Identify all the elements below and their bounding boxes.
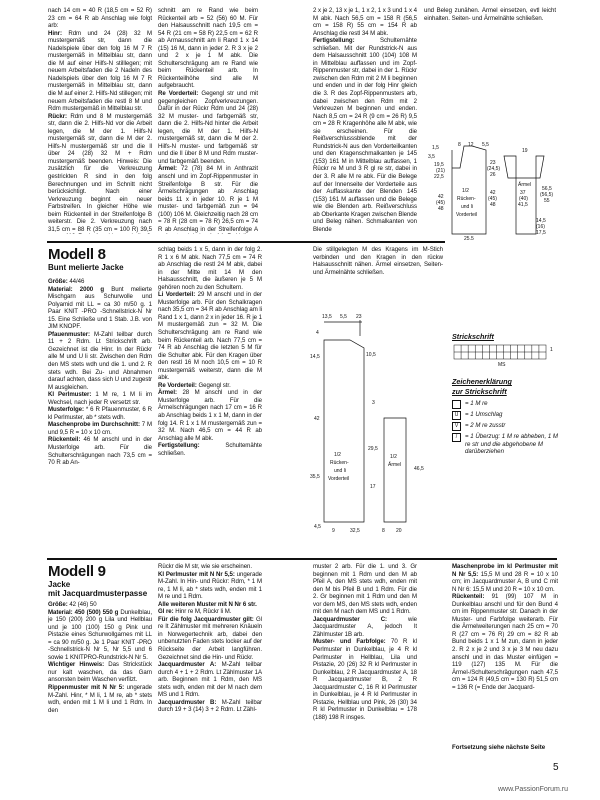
paragraph-text: M-Zahl teilbar durch 19 + 3 (14) 3 + 2 Rdm. Lt Zähl-: [158, 698, 262, 714]
paragraph-lead: Größe:: [48, 601, 68, 608]
modell8-col-1: [48, 278, 152, 552]
paragraph-lead: Re Vorderteil:: [158, 90, 199, 98]
d8-piece1-1: Rücken-: [330, 460, 349, 466]
paragraph: [48, 113, 152, 234]
d8-mid-0: 10,5: [366, 352, 376, 358]
paragraph-text: Dunkelblau, je 150 (200) 200 g Lila und Hellblau und je 100 (100) 150 g Pink und Pistazie eines Schurwollgarnes mit LL = ca 90 m/50 g. Je 1 Paar KNIT -PRO -Schnellstrick-N Nr 5, Nr 5,5 und 6 sowie 1 KNITPRO-Rundstrick-N Nr 5.: [48, 608, 152, 661]
paragraph: [48, 286, 152, 331]
paragraph: [48, 436, 152, 466]
dim-arms-right-1: (40): [519, 196, 528, 202]
footer-url: www.PassionForum.ru: [498, 786, 569, 793]
modell8-col-3: [313, 246, 443, 286]
paragraph-text: nach 14 cm = 40 R (18,5 cm = 52 R) 23 cm = 64 R ab Anschlag wie folgt arb:: [48, 7, 152, 30]
paragraph-lead: Für die folg Jacquardmuster gilt:: [158, 615, 254, 623]
top-schematic-diagram: [424, 138, 560, 240]
d8-top-0: 13,5: [322, 314, 332, 320]
modell8-rule: [47, 241, 445, 243]
dim-sleeve-h-2: 55: [544, 198, 550, 204]
paragraph-text: Rdm und 24 (28) 32 M mustergemäß str, dann die Nadelspiele über den folg 16 M 7 R mustergemäß in Mittelblau str, dann die M auf einer Hilfs-N stilllegen; mit neuem Arbeitsfaden die 2 Nadeln des Nadelspiels über den folg 16 M 7 R mustergemäß in Mittelblau str, dann die M auf einer 2. Hilfs-Nd stillegen; mit neuem Arbeitsfaden die restl 8 M und Rdm mustergemäß in Mittelblau str.: [48, 29, 152, 113]
piece2-line-0: Ärmel: [518, 182, 532, 188]
zeichen-list: [452, 400, 560, 458]
paragraph-lead: Fertigstellung:: [313, 37, 355, 45]
legend-symbol-icon: [452, 400, 461, 409]
paragraph-lead: Hinr:: [48, 29, 62, 37]
d8-left-3: 35,5: [310, 474, 320, 480]
paragraph-lead: Kl Perlmuster:: [48, 391, 92, 399]
modell9-col-4: [452, 563, 558, 711]
modell9-title: Modell 9: [48, 563, 106, 580]
dim-body-0: 42: [438, 194, 444, 200]
legend-item: [452, 433, 560, 456]
paragraph: [48, 7, 152, 30]
top-col-1: [48, 7, 152, 234]
paragraph: [158, 389, 262, 442]
modell9-col-3: [313, 563, 417, 771]
paragraph-lead: Rippenmuster mit N Nr 5:: [48, 684, 125, 692]
dim-body-2: 48: [438, 206, 444, 212]
dim-left-h-3: 22,5: [434, 174, 444, 180]
paragraph-text: 7 M und 9,5 R = 10 x 10 cm.: [48, 421, 152, 436]
legend-text: = 1 Umschlag: [465, 411, 503, 418]
dim-sleeve-w-0: 14,5: [536, 218, 546, 224]
paragraph-text: Gegengl str und mit gegengleichen Zopfverkreuzungen. Dafür in der Rückr Rdm und 24 (28) 32 M muster- und farbgemäß str, dann die 2. Hilfs-Nd hinter die Arbeit legen, die M der 1. Hilfs-N mustergemäß str, dann die M der 2. Hilfs-N muster- und farbgemäß str und die ll über 8 M und Rdm muster- und farbgemäß beenden.: [158, 90, 258, 165]
paragraph-lead: Alle weiteren Muster mit N Nr 6 str.: [158, 600, 257, 608]
top-col-2: [158, 7, 258, 234]
paragraph: [158, 7, 258, 90]
strickschrift-chart: [452, 343, 560, 367]
paragraph: [452, 593, 558, 691]
paragraph-text: 1 M re, 1 M li im Wechsel, nach jeder R versetzt str.: [48, 391, 152, 406]
paragraph: [452, 563, 558, 593]
paragraph-text: schlag beids 1 x 5, dann in der folg 2. R 1 x 6 M abk. Nach 77,5 cm = 74 R ab Anschlag die restl 24 M abk, dabei in der Mitte mit 14 M den Halsausschnitt, die äußeren je 5 M gehören noch zu den Schultern.: [158, 246, 262, 291]
paragraph: [48, 601, 152, 609]
zeichen-title: Zeichenerklärung: [452, 377, 512, 386]
paragraph: [313, 37, 417, 233]
paragraph: [48, 661, 152, 684]
d8-mid-2: 29,5: [368, 446, 378, 452]
strickschrift-ms: MS: [498, 362, 506, 367]
dim-left-h-0: 3,5: [428, 154, 435, 160]
d8-left-2: 42: [314, 416, 320, 422]
dim-midtop-0: 23: [490, 160, 496, 166]
paragraph-lead: Re Vorderteil:: [158, 381, 197, 389]
paragraph-text: Schulternähte schließen. Mit der Rundstrick-N aus dem Halsausschnitt 100 (104) 108 M in Mittelblau auffassen und im Zopf-Rippenmuster str, dabei in der 1. Rückr zwischen den Rdm mit 2 M li beginnen und enden und in der folg Hinr gleich die 3. R des Zopf-Rippenmusters arb, dabei zwischen den Rdm mit 2 Verkreuzen M beginnen und enden. Nach 8,5 cm = 24 R (9 cm = 26 R) 9,5 cm = 28 R Kragenhöhe alle M abk, wie sie erscheinen. Für die Reißverschlusssblende mit der Rundstrick-N aus den Vorderteilkanten und den Kragenschmalkanten je 145 (153) 161 M in Mittelblau auffassen, 1 Rückr re M und 3 R gl re str, dabei in der 3. R alle M re abk. Für die Belege auf der Innenseite der Vorderteile aus der Auffasskante der Blenden 145 (153) 161 M auffassen und die Belege wie die Blenden arb. Reißverschluss ab Oberkante Kragen zwischen Blende und Beleg nähen. Schmalkanten von Blende: [313, 37, 417, 233]
paragraph: [158, 661, 262, 699]
top-col-3: [313, 7, 417, 234]
paragraph-lead: Li Vorderteil:: [158, 291, 196, 299]
paragraph-text: Gl re It Zählmuster mit mehreren Knäueln in Norwegertechnik arb, dabei den unbenutzten Faden stets locker auf der Rückseite der Arbeit langführen. Gezeichnet sind die Hin- und Rückr.: [158, 615, 262, 661]
paragraph-lead: Rückenteil:: [452, 593, 485, 601]
paragraph: [313, 616, 417, 639]
modell9-rule: [47, 558, 557, 560]
legend-item: [452, 400, 560, 409]
paragraph: [48, 278, 152, 286]
paragraph: [158, 291, 262, 382]
paragraph-text: 70 R kl Perlmuster in Dunkelblau, je 4 R kl Perlmuster in Hellblau, Lila und Pistazie, 20 (26) 32 R kl Perlmuster in Dunkelblau, 2 R Jacquardmuster A, 18 R Jacquardmuster B, 2 R Jacquardmuster C, 16 R kl Perlmuster in Dunkelblau, je 4 R kl Perlmuster in Pistazie, Hellblau und Pink, 26 (30) 34 R kl Perlmuster in Dunkelblau = 178 (188) 198 R insges.: [313, 638, 417, 721]
paragraph-lead: Material: 450 (500) 550 g: [48, 608, 119, 616]
d8-top-2: 23: [356, 314, 362, 320]
d8-left-4: 4,5: [314, 524, 321, 530]
paragraph: [48, 421, 152, 436]
dim-body-1: (45): [436, 200, 445, 206]
paragraph-text: und Beleg zunähen. Ärmel einsetzen, evtl leicht einhalten. Seiten- und Ärmelnähte schließen.: [424, 7, 556, 22]
paragraph-text: 15,5 M und 28 R = 10 x 10 cm; im Jacquardmuster A, B und C mit N Nr 6: 15,5 M und 20 R = 10 x 10 cm.: [452, 570, 558, 593]
d8-piece2-0: 1/2: [390, 454, 397, 460]
paragraph-text: Rdm und 8 M mustergemäß str, dann die 2. Hilfs-Nd vor die Arbeit legen, die M der 1. Hilfs-N mustergemäß str, dann die M der 2. Hilfs-N mustergemäß str und die ll über 24 (28) 32 M + Rdm mustergemäß beenden. Hinweis: Die zusätzlich für die Verkreuzung gestrickten R sind in den folg Berechnungen und im Schnitt nicht berücksichtigt. Nach einer Verkreuzung beginnt ein neuer Farbstreifen. In gleicher Höhe wie beim Rückenteil in der Streifenfolge B weiterstr. Die 2. Verkreuzung nach 31,5 cm = 88 R (35 cm = 100 R) 39,5: [48, 112, 152, 233]
paragraph-lead: Jacquardmuster B:: [158, 698, 217, 706]
dim-shoulder: 1,5: [432, 145, 439, 151]
paragraph-lead: Rückr:: [48, 112, 68, 120]
d8-sleeve-bottom-0: 8: [382, 528, 385, 534]
paragraph: [158, 601, 262, 609]
dim-arms-right-0: 37: [520, 190, 526, 196]
paragraph-text: 46 M anschl und in der Musterfolge arb. Für die Schulterschrägungen nach 73,5 cm = 70 R ab An-: [48, 436, 152, 467]
legend-symbol-icon: /: [452, 433, 461, 442]
paragraph-lead: Pfauenmuster:: [48, 330, 91, 338]
modell8-title: Modell 8: [48, 246, 106, 263]
d8-top-1: 5,5: [340, 314, 347, 320]
paragraph-text: 72 (78) 84 M in Anthrazit anschl und im Zopf-Rippenmuster in Streifenfolge B str. Für die Ärmelschrägungen ab Anschlag beids 11 x in jeder 10. R je 1 M muster- und farbgemäß zun = 94 (100) 106 M. Gleichzeitig nach 28 cm = 78 R (28 cm = 78 R) 26,5 cm = 74 R ab Anschlag in der Streifenfolge A: [158, 165, 258, 233]
paragraph: [158, 563, 262, 571]
paragraph-lead: Maschenprobe im kl Perlmuster mit N Nr 5,5:: [452, 563, 558, 578]
modell9-col-2: [158, 563, 262, 771]
paragraph-lead: Maschenprobe im Durchschnitt:: [48, 421, 140, 429]
paragraph: [313, 7, 417, 37]
strickschrift-row-1: 1: [550, 347, 553, 353]
legend-item: [452, 422, 560, 431]
paragraph: [158, 442, 262, 457]
paragraph-text: 42 (46) 50: [67, 601, 97, 608]
paragraph-text: Rückr die M str, wie sie erscheinen.: [158, 563, 253, 570]
dim-arms-left-1: (45): [488, 196, 497, 202]
paragraph-text: ungerade M-Zahl. In Hin- und Rückr: Rdm, * 1 M re, 1 M li, ab * stets wdh, enden mit 1 M re und 1 Rdm.: [158, 570, 262, 601]
d8-mid-3: 17: [370, 484, 376, 490]
d8-piece1-3: Vorderteil: [328, 476, 350, 482]
d8-bottom-0: 9: [332, 528, 335, 534]
dim-arms-left-2: 48: [490, 202, 496, 208]
paragraph-lead: Jacquardmuster A:: [158, 661, 217, 669]
top-col-4: [424, 7, 556, 37]
legend-text: = 2 M re zusstr: [465, 422, 506, 429]
piece1-line-2: und li: [461, 204, 473, 210]
paragraph-text: M-Zahl teilbar durch 4 + 1 + 2 Rdm. Lt Zählmuster 1A arb. Beginnen mit 1 Rdm, den MS stets wdh, enden mit der M nach dem MS und 1 Rdm.: [158, 661, 262, 699]
paragraph-lead: Größe:: [48, 278, 68, 285]
paragraph-text: Gegengl str.: [196, 381, 231, 389]
paragraph: [424, 7, 556, 22]
paragraph-lead: Ärmel:: [158, 165, 178, 173]
paragraph-text: Das Strickstück nur kalt waschen, da das Garn ansonsten beim Waschen verfilzt.: [48, 661, 152, 684]
legend-symbol-icon: V: [452, 422, 461, 431]
paragraph-text: 28 M anschl und in der Musterfolge arb. Für die Ärmelschrägungen nach 17 cm = 16 R ab Anschlag beids 1 x 1 M, dann in der folg 14. R 1 x 1 M mustergemäß zun = 32 M. Nach 46,5 cm = 44 R ab Anschlag alle M abk.: [158, 389, 262, 442]
modell8-subtitle: Bunt melierte Jacke: [48, 263, 124, 272]
paragraph-text: Bunt melierte Mischgarn aus Schurwolle und Polyamid mit LL = ca 30 m/50 g. 1 Paar KNIT -PRO -Schnellstrick-N Nr 15. Eine Schließe und 1 Stab. J.B. von JIM KNOPF.: [48, 285, 152, 331]
paragraph: [313, 563, 417, 616]
paragraph: [158, 90, 258, 165]
paragraph-lead: Fertigstellung:: [158, 442, 200, 450]
paragraph: [158, 246, 262, 291]
d8-piece1-0: 1/2: [334, 452, 341, 458]
page-number: 5: [553, 762, 559, 773]
paragraph-text: Die stillgelegten M des Kragens im M-Stich verbinden und den Kragen in den rückw Halsausschnitt nähen. Ärmel einsetzen, Seiten- und Ärmelnähte schließen.: [313, 246, 443, 276]
d8-piece2-1: Ärmel: [388, 462, 402, 468]
paragraph-text: 29 M anschl und in der Musterfolge arb. Für den Schalkragen nach 35,5 cm = 34 R ab Anschlag am li Rand 1 x 1, dann 2 x in jeder 16. R je 1 M mustergemäß zun = 32 M. Die Schulterschrägung am re Rand wie beim Rückenteil arb. Nach 77,5 cm = 74 R ab Anschlag die letzten 5 M für die Schulter abk. Für den Kragen über den restl 16 M noch 10,5 cm = 10 R mustergemäß weiterstr, dann die M abk.: [158, 291, 262, 382]
paragraph: [158, 616, 262, 661]
paragraph-text: * 6 R Pfauenmuster, 6 R kl Perlmuster, ab * stets wdh.: [48, 406, 152, 421]
paragraph-lead: Rückenteil:: [48, 436, 81, 444]
piece1-line-0: 1/2: [462, 188, 469, 194]
paragraph-lead: Wichtiger Hinweis:: [48, 661, 105, 669]
d8-bottom-1: 32,5: [350, 528, 360, 534]
piece1-line-3: Vorderteil: [456, 212, 478, 218]
paragraph-text: 91 (99) 107 M in Dunkelblau anschl und für den Bund 4 cm im Rippenmuster str. Danach in der Muster- und Farbfolge weiterarb. Für die Ärmelweiterungen nach 25 cm = 70 R (27 cm = 76 R) 29 cm = 82 R ab Bund beids 1 x 1 M zun, dann in jeder 2. R 2 x je 2 und 3 x je 3 M neu dazu anschl und in das Muster einfügen = 119 (127) 135 M. Für die Ärmel-/Schulterschrägungen nach 47,5 cm = 124 R (49,5 cm = 130 R) 51,5 cm = 136 R (= Ende der Jacquard-: [452, 593, 558, 691]
dim-a: 8: [458, 142, 461, 148]
d8-sleeve-bottom-1: 20: [396, 528, 402, 534]
paragraph: [48, 30, 152, 113]
paragraph: [158, 571, 262, 601]
paragraph-text: 2 x je 2, 13 x je 1, 1 x 2, 1 x 3 und 1 x 4 M abk. Nach 56,5 cm = 158 R (56,5 cm = 158 R) 55 cm = 154 R ab Anschlag die restl 34 M abk.: [313, 7, 417, 37]
paragraph: [158, 382, 262, 390]
zeichen-title-2: zur Strickschrift: [452, 387, 507, 396]
modell9-subtitle-1: Jacke: [48, 580, 71, 589]
piece1-line-1: Rücken-: [457, 196, 476, 202]
dim-sleeve-w-2: 17,5: [536, 230, 546, 236]
paragraph-lead: Muster- und Farbfolge:: [313, 638, 386, 646]
paragraph: [158, 165, 258, 234]
dim-sleeve-h-1: (56,5): [540, 192, 554, 198]
d8-left-1: 14,5: [310, 354, 320, 360]
paragraph-text: Hinr re M, Rückr li M.: [173, 608, 232, 616]
paragraph: [313, 638, 417, 721]
d8-mid-1: 3: [372, 400, 375, 406]
modell8-col-2: [158, 246, 262, 552]
dim-d: 19: [522, 148, 528, 154]
paragraph: [48, 391, 152, 406]
legend-symbol-icon: U: [452, 411, 461, 420]
paragraph-text: M-Zahl teilbar durch 11 + 2 Rdm. Lt Strickschrift arb. Gezeichnet ist die Hinr. In der Rückr alle M und U li str. Zwischen den Rdm den MS stets wdh und die 1. und 2. R stets wdh. Bei Zu- und Abnahmen darauf achten, dass sich U und zugestr M ausgleichen.: [48, 330, 152, 391]
dim-sleeve-w-1: (16): [536, 224, 545, 230]
paragraph: [158, 608, 262, 616]
paragraph: [48, 406, 152, 421]
continued-note: Fortsetzung siehe nächste Seite: [452, 744, 546, 751]
paragraph-lead: Gl re:: [158, 608, 174, 616]
paragraph-lead: Ärmel:: [158, 389, 178, 397]
legend-text: = 1 M re: [465, 400, 488, 407]
d8-piece1-2: und li: [334, 468, 346, 474]
dim-left-h-1: 19,5: [434, 162, 444, 168]
paragraph-text: 44/46: [67, 278, 85, 285]
paragraph-text: ungerade M-Zahl. Hinr, * M li, 1 M re, ab * stets wdh, enden mit 1 M li und 1 Rdm. In den: [48, 684, 152, 714]
d8-left-0: 4: [316, 330, 319, 336]
dim-midtop-1: (24,5): [487, 166, 501, 172]
paragraph: [48, 609, 152, 662]
paragraph-text: schnitt am re Rand wie beim Rückenteil arb = 52 (56) 60 M. Für den Halsausschnitt nach 19,5 cm = 54 R (21 cm = 58 R) 22,5 cm = 62 R ab Armausschnitt am li Rand 1 x 14 (15) 16 M, dann in jeder 2. R 3 x je 2 und 2 x je 1 M abk. Die Schulterschrägung am re Rand wie beim Rückenteil arb. In Rückenteilhöhe sind alle M aufgebraucht.: [158, 7, 258, 90]
paragraph: [158, 699, 262, 714]
paragraph-text: Schultemähte schließen.: [158, 442, 262, 457]
paragraph-text: wie Jacquardmuster A, jedoch lt Zählmuster 1B arb.: [313, 615, 417, 638]
dim-midtop-2: 26: [490, 172, 496, 178]
dim-c: 5,5: [482, 142, 489, 148]
paragraph: [48, 331, 152, 391]
paragraph-lead: Musterfolge:: [48, 406, 84, 414]
paragraph: [313, 246, 443, 276]
paragraph-lead: Kl Perlmuster mit N Nr 5,5:: [158, 570, 235, 578]
modell9-subtitle-2: mit Jacquardmusterpasse: [48, 589, 148, 598]
paragraph: [48, 684, 152, 714]
paragraph-text: muster 2 arb. Für die 1. und 3. Gr beginnen mit 1 Rdm und den M ab Pfeil A, den MS stets wdh, enden mit den M bis Pfeil B und 1 Rdm. Für die 2. Gr beginnen mit 1 Rdm und den M vor dem MS, den MS stets wdh, enden mit den M nach dem MS und 1 Rdm.: [313, 563, 417, 616]
dim-bottom: 25,5: [464, 236, 474, 240]
dim-sleeve-h-0: 56,5: [542, 186, 552, 192]
d8-sleeve-h: 46,5: [414, 466, 424, 472]
dim-b: 12: [468, 142, 474, 148]
strickschrift-title: Strickschrift: [452, 332, 494, 341]
legend-item: [452, 411, 560, 420]
dim-arms-right-2: 41,5: [518, 202, 528, 208]
paragraph-lead: Material: 2000 g: [48, 285, 105, 293]
legend-text: = 1 Überzug: 1 M re abheben, 1 M re str und die abgehobene M darüberziehen: [465, 433, 558, 455]
paragraph-lead: Jacquardmuster C:: [313, 615, 388, 623]
dim-arms-left-0: 42: [490, 190, 496, 196]
modell8-schematic-diagram: [310, 310, 446, 550]
modell9-col-1: [48, 601, 152, 771]
dim-left-h-2: (21): [436, 168, 445, 174]
